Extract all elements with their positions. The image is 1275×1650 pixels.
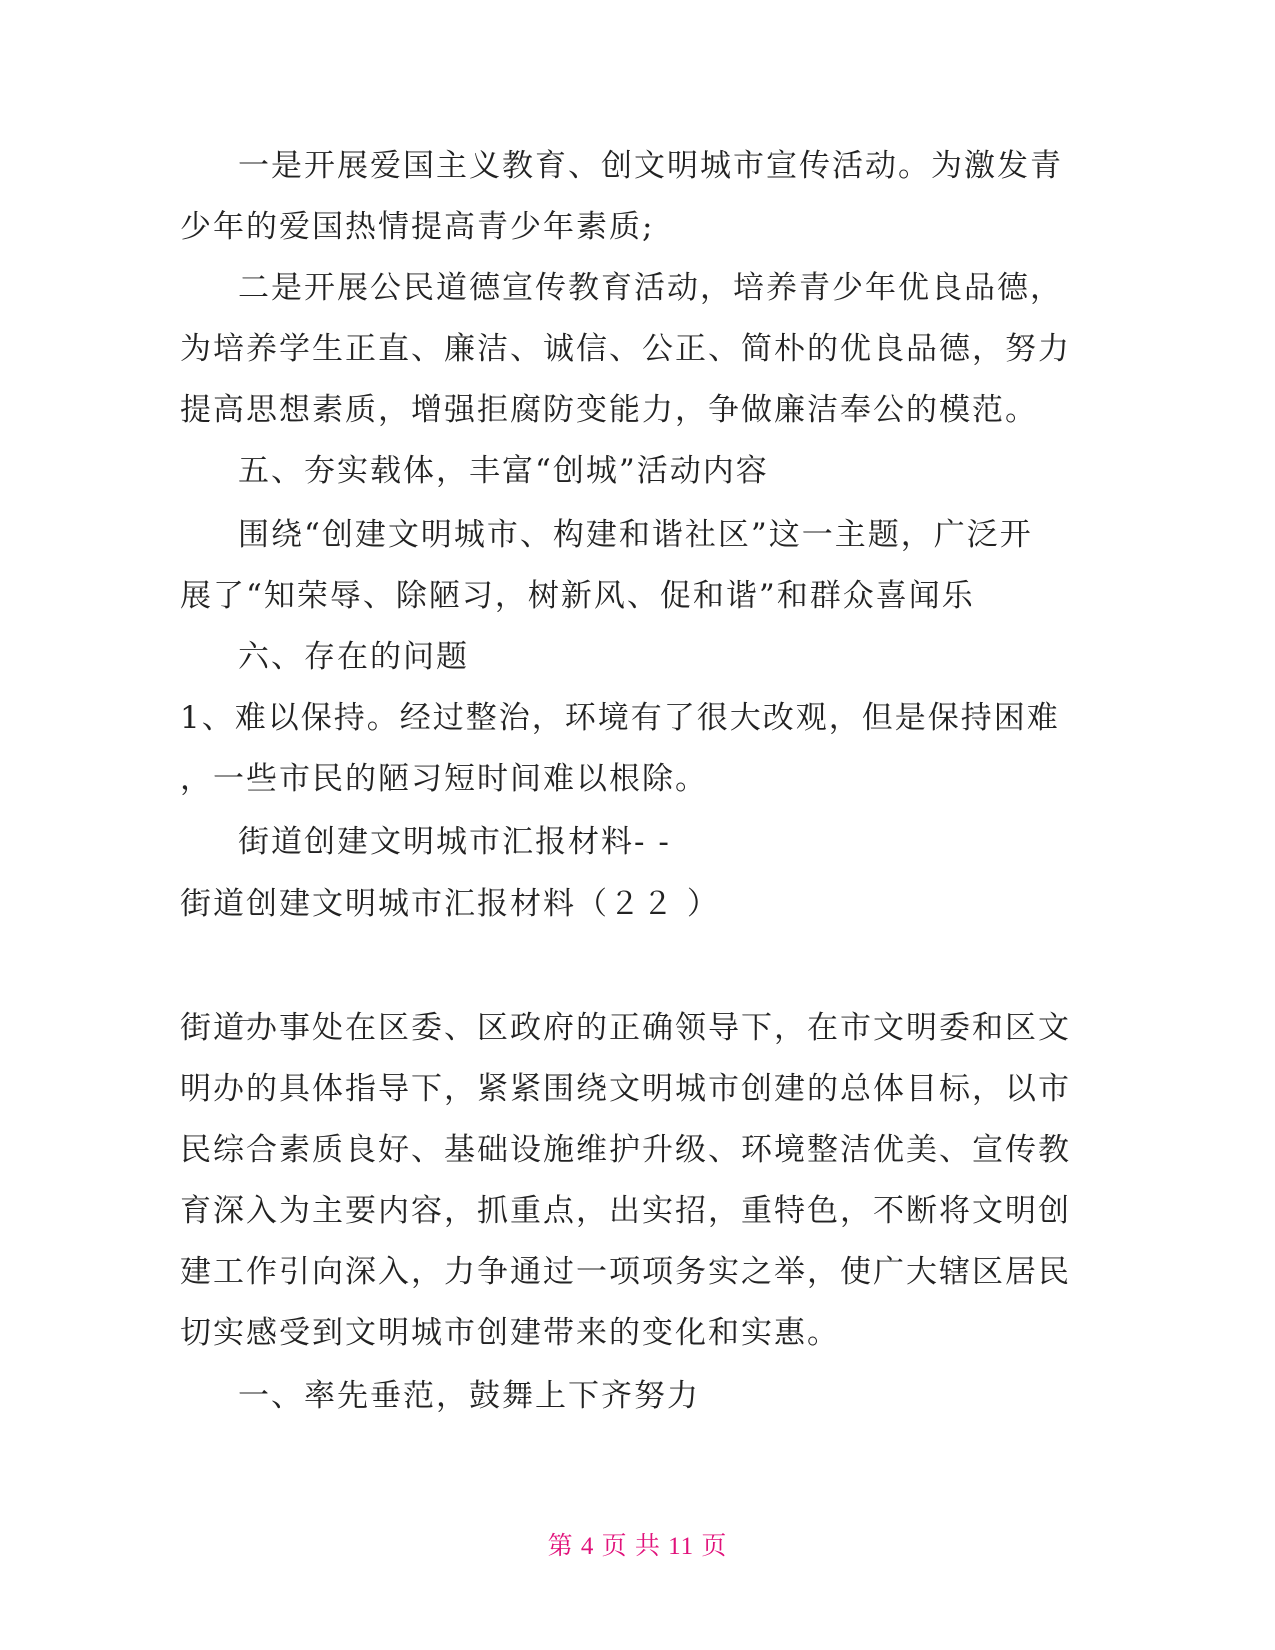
paragraph-line: 育深入为主要内容，抓重点，出实招，重特色，不断将文明创 [180,1193,1071,1229]
paragraph-line: 民综合素质良好、基础设施维护升级、环境整洁优美、宣传教 [180,1132,1071,1168]
page-number-footer: 第 4 页 共 11 页 [547,1533,728,1560]
paragraph-line: 展了“知荣辱、除陋习，树新风、促和谐”和群众喜闻乐 [180,578,975,614]
section-heading: 六、存在的问题 [238,639,469,675]
paragraph-line: 提高思想素质，增强拒腐防变能力，争做廉洁奉公的模范。 [180,392,1038,428]
paragraph-line: ，一些市民的陋习短时间难以根除。 [180,761,708,797]
document-title: 街道创建文明城市汇报材料- - [238,824,671,860]
paragraph-line: 围绕“创建文明城市、构建和谐社区”这一主题，广泛开 [238,517,1033,553]
paragraph-line: 街道办事处在区委、区政府的正确领导下，在市文明委和区文 [180,1010,1071,1046]
paragraph-line: 建工作引向深入，力争通过一项项务实之举，使广大辖区居民 [180,1254,1071,1290]
paragraph-line: 明办的具体指导下，紧紧围绕文明城市创建的总体目标，以市 [180,1071,1071,1107]
paragraph-line: 二是开展公民道德宣传教育活动，培养青少年优良品德， [238,270,1063,306]
paragraph-line: 切实感受到文明城市创建带来的变化和实惠。 [180,1315,840,1351]
document-subtitle: 街道创建文明城市汇报材料（２２ ） [180,886,720,922]
paragraph-line: 少年的爱国热情提高青少年素质; [180,209,655,245]
paragraph-line: 一是开展爱国主义教育、创文明城市宣传活动。为激发青 [238,148,1063,184]
section-heading: 一、率先垂范，鼓舞上下齐努力 [238,1378,700,1414]
section-heading: 五、夯实载体，丰富“创城”活动内容 [238,453,769,489]
paragraph-line: 为培养学生正直、廉洁、诚信、公正、简朴的优良品德，努力 [180,331,1071,367]
paragraph-line: 1、难以保持。经过整治，环境有了很大改观，但是保持困难 [180,700,1060,736]
